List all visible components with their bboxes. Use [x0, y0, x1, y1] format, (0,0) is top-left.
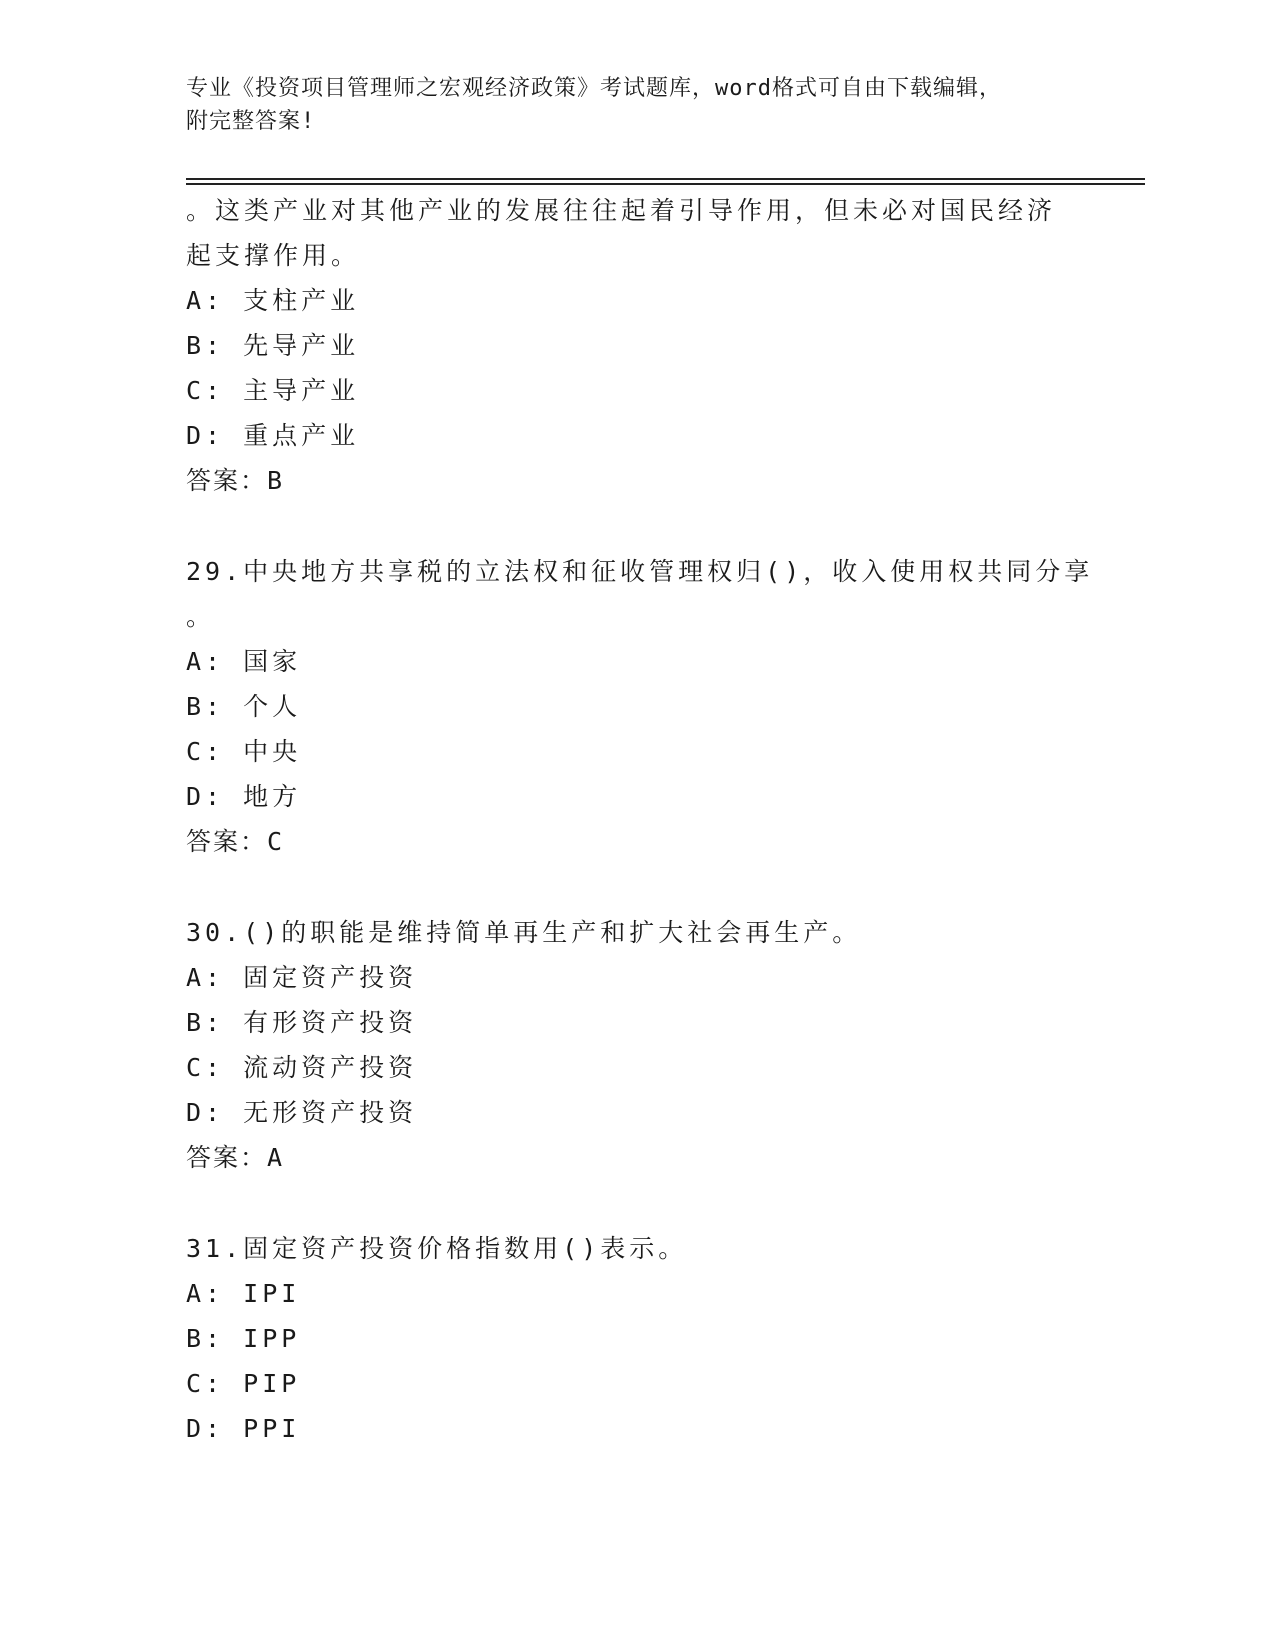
option-c: C: 主导产业 [186, 376, 360, 405]
option-a: A: 固定资产投资 [186, 963, 418, 992]
question-30 [186, 910, 1106, 1181]
question-31 [186, 1226, 1106, 1451]
question-text: 起支撑作用。 [186, 241, 361, 270]
question-29 [186, 549, 1106, 865]
option-b: B: IPP [186, 1324, 301, 1353]
header-line-1: 专业《投资项目管理师之宏观经济政策》考试题库，word格式可自由下载编辑， [186, 76, 1002, 101]
option-d: D: 重点产业 [186, 421, 360, 450]
answer-label: 答案：A [186, 1143, 285, 1172]
document-header [186, 72, 1066, 138]
spacer [186, 1181, 1106, 1226]
option-b: B: 个人 [186, 692, 302, 721]
header-divider-bottom [186, 183, 1145, 185]
option-b: B: 有形资产投资 [186, 1008, 418, 1037]
question-list [186, 188, 1106, 1451]
question-text: 30.()的职能是维持简单再生产和扩大社会再生产。 [186, 918, 862, 947]
spacer [186, 865, 1106, 910]
option-b: B: 先导产业 [186, 331, 360, 360]
option-c: C: PIP [186, 1369, 301, 1398]
header-divider-top [186, 178, 1145, 180]
option-a: A: IPI [186, 1279, 301, 1308]
option-a: A: 国家 [186, 647, 302, 676]
option-d: D: PPI [186, 1414, 301, 1443]
option-d: D: 无形资产投资 [186, 1098, 418, 1127]
option-a: A: 支柱产业 [186, 286, 360, 315]
answer-label: 答案：C [186, 827, 285, 856]
question-28 [186, 188, 1106, 504]
question-text: 。这类产业对其他产业的发展往往起着引导作用，但未必对国民经济 [186, 196, 1057, 225]
question-text: 。 [186, 602, 216, 631]
option-c: C: 流动资产投资 [186, 1053, 418, 1082]
option-d: D: 地方 [186, 782, 302, 811]
answer-label: 答案：B [186, 466, 285, 495]
question-text: 29.中央地方共享税的立法权和征收管理权归()，收入使用权共同分享 [186, 557, 1094, 586]
spacer [186, 504, 1106, 549]
question-text: 31.固定资产投资价格指数用()表示。 [186, 1234, 688, 1263]
header-line-2: 附完整答案! [186, 109, 316, 134]
option-c: C: 中央 [186, 737, 302, 766]
